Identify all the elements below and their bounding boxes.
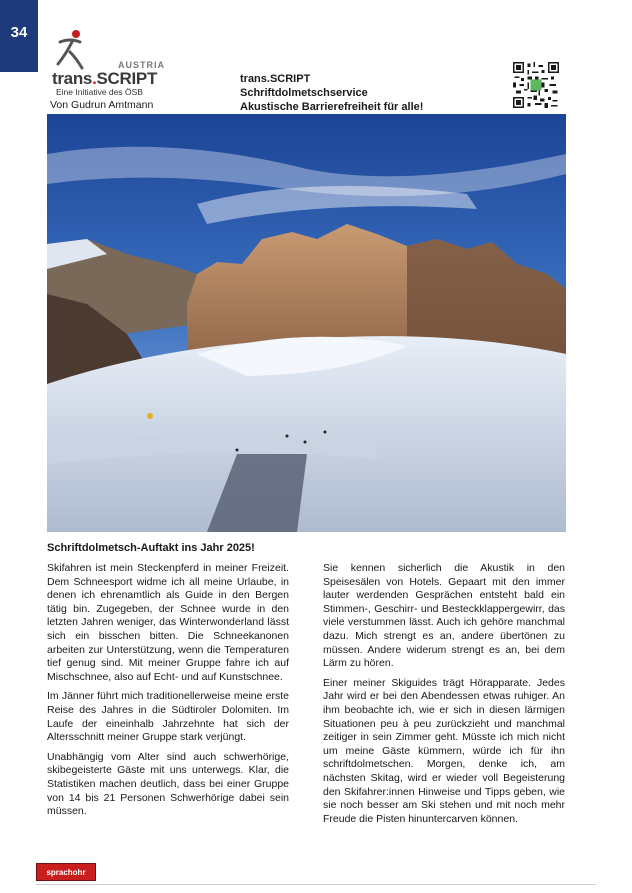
paragraph: Einer meiner Skiguides trägt Hörapparate. Jedes Jahr wird er bei den Abendessen etwas ruhiger. An ihm beobachte ich, wie er sich in diesen lärmigen Situationen peu à peu zurückzieht und manchmal zeitiger in sein Zimmer geht. Müsste ich mich nicht um meine Gäste kümmern, würde ich für ihn schriftdolmetschen. Morgen, denke ich, am nächsten Skitag, wird er wieder voll Begeisterung den Skifahrer:innen Hinweise und Tipps geben, wie sie noch besser am Ski stehen und mit noch mehr Freude die Pisten hinuntercarven können. [323, 676, 565, 825]
dolomites-ski-photo [47, 114, 566, 532]
paragraph: Sie kennen sicherlich die Akustik in den Speisesälen von Hotels. Gepaart mit den immer lauter werdenden Gesprächen entsteht bald ein Stimmen-, Geschirr- und Besteckklappergewirr, das viele verstummen lässt. Auch ich gehöre manchmal dazu. Mich strengt es an, andere übertönen zu müssen. Andere widerum strengt es an, bei dem Lärm zu hören. [323, 562, 565, 670]
header-line-2: Schriftdolmetschservice [240, 87, 368, 99]
paragraph: Im Jänner führt mich traditionellerweise meine erste Reise des Jahres in die Südtiroler Dolomiten. Im Laufe der eineinhalb Jahrzehnte hat sich der Altersschnitt meiner Gruppe stark verjüngt. [47, 690, 289, 744]
page-number: 34 [0, 0, 38, 72]
header-line-3: Akustische Barrierefreiheit für alle! [240, 101, 424, 113]
qr-code-icon[interactable] [513, 62, 559, 108]
logo-tagline: Eine Initiative des ÖSB [56, 87, 143, 97]
transscript-logo [52, 28, 165, 98]
paragraph: Unabhängig vom Alter sind auch schwerhörige, skibegeisterte Gäste mit uns unterwegs. Klar, die Statistiken machen deutlich, dass bei einer Gruppe von 14 bis 21 Personen Schwerhörige dabei sein müssen. [47, 750, 289, 818]
person-figure-icon [52, 28, 86, 72]
footer-divider [36, 884, 596, 885]
sprachohr-logo: sprachohr [36, 863, 96, 881]
header-line-1: trans.SCRIPT [240, 73, 311, 85]
header-text [240, 72, 423, 114]
paragraph: Skifahren ist mein Steckenpferd in meiner Freizeit. Dem Schneesport widme ich all meine Urlaube, in denen ich ehrenamtlich als Guide in den Bergen tätig bin. Zugegeben, der Schnee wurde in den letzten Jahren weniger, das Winterwonderland lässt sich ein bisschen bitten. Die Schneekanonen arbeiten zur Unterstützung, wenn die Temperaturen tief genug sind. Mit meiner Gruppe fahre ich auf Mischschnee, also auf Echt- und auf Kunstschnee. [47, 562, 289, 683]
logo-brand: trans.SCRIPT [52, 69, 158, 88]
article-title: Schriftdolmetsch-Auftakt ins Jahr 2025! [47, 542, 255, 554]
article-column-right [323, 562, 565, 832]
author-byline: Von Gudrun Amtmann [50, 99, 154, 111]
article-column-left [47, 562, 289, 825]
logo-country: AUSTRIA [118, 60, 165, 70]
